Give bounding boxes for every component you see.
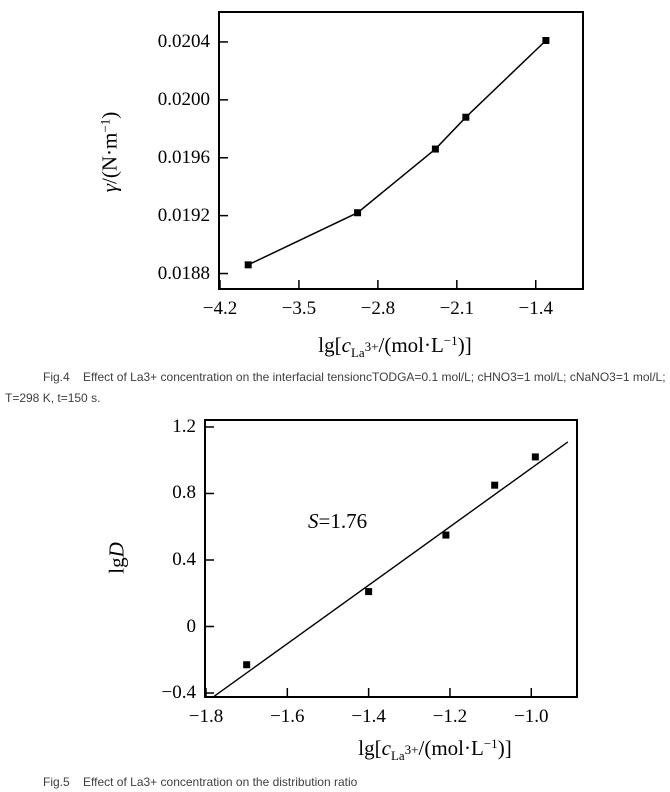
- data-point-marker: [243, 661, 250, 668]
- x-tick-label: −3.5: [281, 298, 317, 319]
- data-point-marker: [532, 453, 539, 460]
- y-tick-label: 0.0192: [157, 204, 210, 226]
- fig5-x-axis-label-c: c: [381, 736, 391, 760]
- x-tick-label: −1.4: [351, 706, 386, 727]
- fig4-x-axis-label: [318, 333, 471, 361]
- fig4-x-axis-label-close: )]: [457, 333, 472, 357]
- x-tick-label: −1.8: [188, 706, 224, 727]
- y-tick-label: 0.0196: [157, 146, 210, 168]
- x-tick-label: −1.2: [432, 706, 468, 727]
- x-tick-label: −1.0: [514, 706, 549, 727]
- fig4-x-axis-label-unit: /(mol·L: [378, 333, 444, 357]
- x-tick-label: −4.2: [202, 298, 238, 319]
- x-tick-label: −2.8: [360, 298, 396, 319]
- fig5-y-axis-label-D: D: [104, 542, 129, 558]
- data-point-marker: [542, 37, 549, 44]
- fig5-plot-area: [204, 419, 578, 698]
- fig4-x-axis-label-ion-charge: 3+: [364, 339, 379, 354]
- fig4-x-axis-label-subscript: La: [350, 345, 365, 360]
- data-point-marker: [462, 114, 469, 121]
- fig4-y-axis-label-exponent: −1: [97, 118, 113, 133]
- data-point-marker: [432, 146, 439, 153]
- fig4-y-axis-label-close: ): [97, 111, 122, 119]
- fig4-x-axis-label-c: c: [341, 333, 351, 357]
- slope-symbol: S: [308, 509, 319, 533]
- fig5-chart-canvas: [206, 421, 576, 696]
- y-tick-label: 0.4: [172, 548, 196, 570]
- y-tick-label: 0: [186, 615, 196, 637]
- fig4-y-axis-label-unit: /(N·m: [97, 132, 122, 184]
- fig4-plot-area: [218, 11, 584, 290]
- fig4-chart-canvas: [220, 13, 582, 288]
- fig4-caption-line2: T=298 K, t=150 s.: [5, 391, 101, 405]
- data-point-marker: [491, 482, 498, 489]
- fit-line: [214, 442, 568, 696]
- y-tick-label: 0.0204: [157, 30, 210, 52]
- fig5-caption: Fig.5 Effect of La3+ concentration on the distribution ratio: [43, 775, 358, 789]
- data-point-marker: [442, 532, 449, 539]
- y-tick-label: 0.8: [172, 482, 196, 504]
- x-tick-label: −1.6: [270, 706, 305, 727]
- fig5-x-axis-label-open: lg[: [358, 736, 382, 760]
- data-line: [248, 41, 546, 265]
- slope-value: =1.76: [318, 509, 368, 533]
- gamma-symbol: γ: [97, 183, 122, 193]
- fig5-x-axis-label-exponent: −1: [483, 736, 498, 751]
- data-point-marker: [365, 588, 372, 595]
- fig4-x-axis-label-exponent: −1: [443, 333, 458, 348]
- y-tick-label: 0.0200: [157, 88, 210, 110]
- fig4-caption-line1: Fig.4 Effect of La3+ concentration on the interfacial tensioncTODGA=0.1 mol/L; cHNO3=1 mol/L; cNaNO3=1 mol/L;: [43, 370, 666, 384]
- x-tick-label: −1.4: [518, 298, 553, 319]
- data-point-marker: [245, 261, 252, 268]
- fig4-x-axis-label-open: lg[: [318, 333, 342, 357]
- fig5-x-axis-label-close: )]: [497, 736, 512, 760]
- y-tick-label: 1.2: [172, 415, 196, 437]
- fig4-y-axis-label: [98, 112, 123, 192]
- fig5-x-axis-label-unit: /(mol·L: [418, 736, 484, 760]
- y-tick-label: 0.0188: [157, 262, 210, 284]
- y-tick-label: −0.4: [161, 682, 196, 703]
- fig5-slope-annotation: [308, 509, 367, 534]
- fig5-x-axis-label-ion-charge: 3+: [404, 742, 419, 757]
- fig5-x-axis-label: [358, 736, 511, 764]
- data-point-marker: [354, 209, 361, 216]
- x-tick-label: −2.1: [439, 298, 475, 319]
- fig5-y-axis-label-lg: lg: [104, 557, 129, 574]
- fig5-x-axis-label-subscript: La: [390, 748, 405, 763]
